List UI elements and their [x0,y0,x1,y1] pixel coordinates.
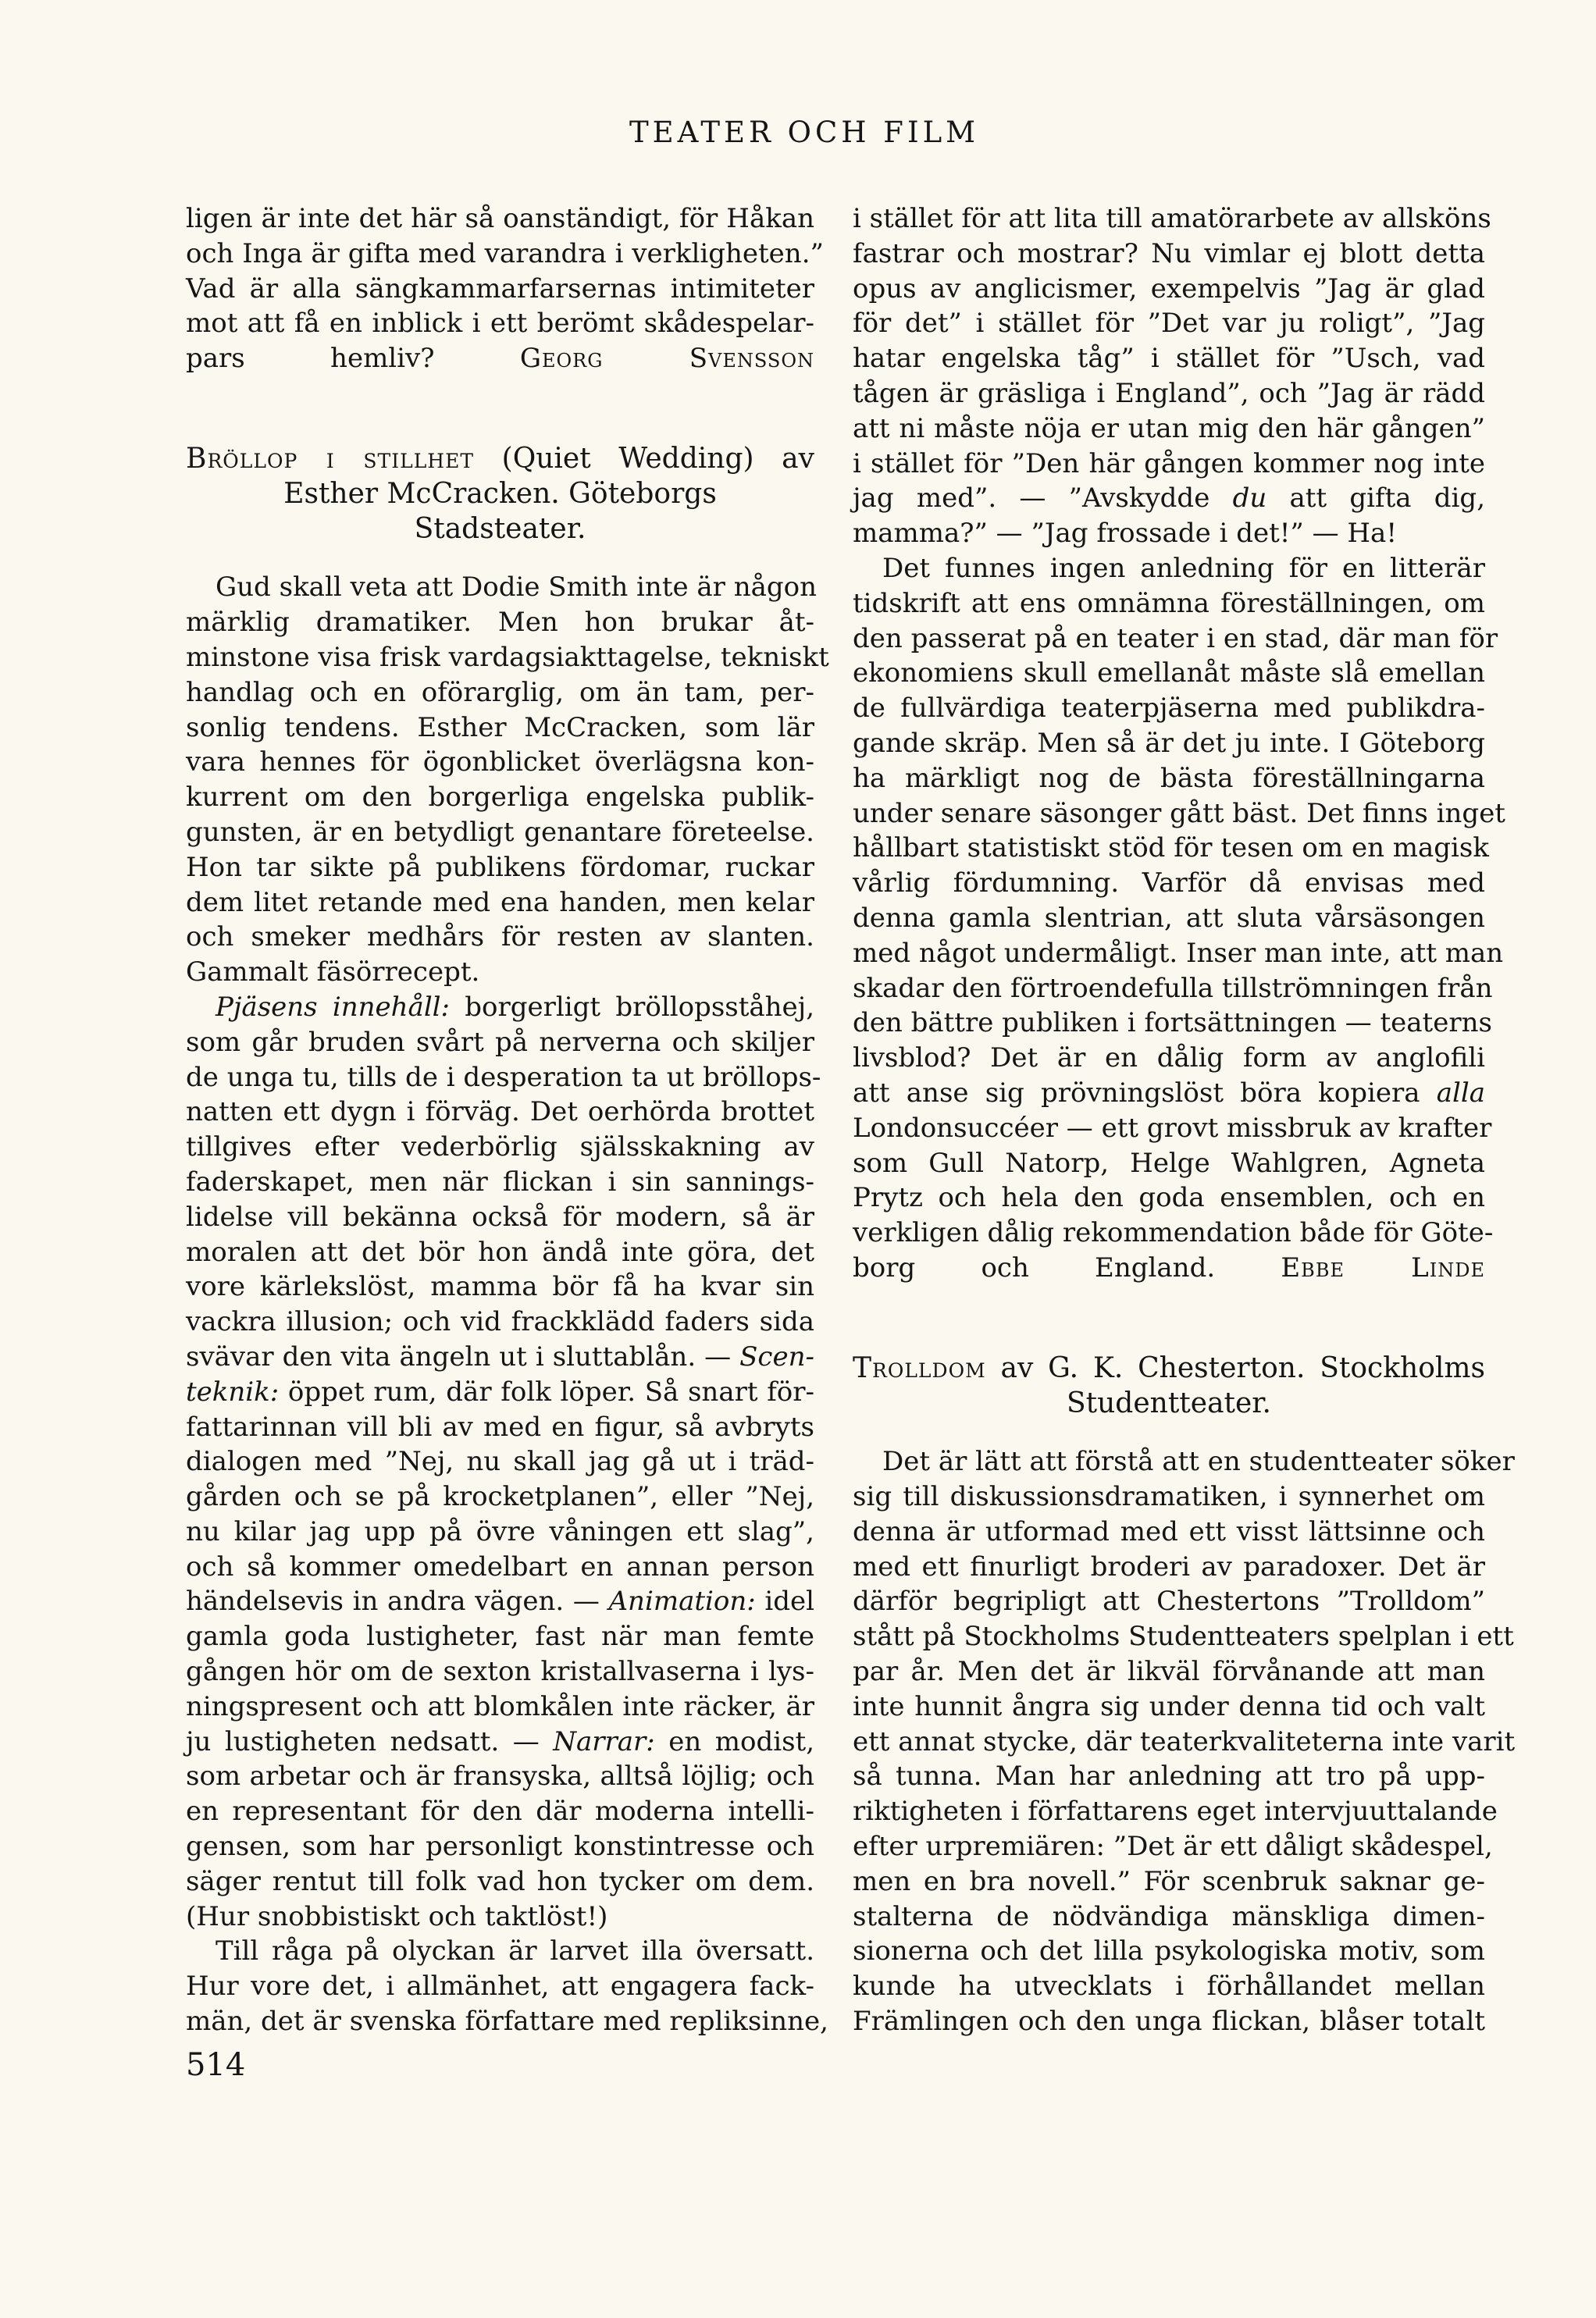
paragraph [853,1111,1494,1251]
signature-line [186,341,814,376]
text-line: moralen att det bör hon ändå inte göra, det [186,1236,814,1268]
play-title: Trolldom [853,1351,986,1384]
review-georg-svensson-tail [186,201,824,341]
text-line: stalterna de nödvändiga mänskliga dimen- [853,1900,1485,1932]
text-line: ningspresent och att blomkålen inte räcker, är [186,1690,814,1722]
text-line: verkligen dålig rekommendation både för Göte- [853,1217,1494,1249]
text-line: tillgives efter vederbörlig själsskakning av [186,1131,814,1163]
text-line: denna gamla slentrian, att sluta vårsäsongen [853,902,1485,934]
text-line: att gifta dig, [1289,482,1485,515]
text-line: denna är utformad med ett visst lättsinne och [853,1515,1485,1547]
text-line: under senare säsonger gått bäst. Det finns inget [853,797,1505,829]
paragraph-end-line: mamma?” — ”Jag frossade i det!” — Ha! [853,518,1397,550]
author-signature: Ebbe Linde [1281,1252,1485,1284]
text-line: Londonsuccéer — ett grovt missbruk av krafter [853,1112,1492,1144]
text-line: minstone visa frisk vardagsiakttagelse, tekniskt [186,641,829,673]
text-line: med något undermåligt. Inser man inte, att man [853,937,1504,969]
text-line: med ett finurligt broderi av paradoxer. Det är [853,1551,1485,1583]
text-line: fastrar och mostrar? Nu vimlar ej blott detta [853,237,1485,269]
text-line: för det” i stället för ”Det var ju roligt”, ”Jag [853,308,1485,340]
text-line: vara hennes för ögonblicket överlägsna kon- [186,746,814,778]
text-line: vårlig fördumning. Varför då envisas med [853,867,1485,899]
text-line: jag med”. — ”Avskydde [853,482,1210,515]
text-line: Hur vore det, i allmänhet, att engagera fack- [186,1971,814,2003]
text-line: efter urpremiären: ”Det är ett dåligt skådespel, [853,1831,1493,1863]
text-line: nu kilar jag upp på övre våningen ett slag”, [186,1515,814,1547]
text-line: att ni måste nöja er utan mig den här gången” [853,412,1485,444]
text-line: svävar den vita ängeln ut i sluttablån. — [186,1341,732,1373]
left-column [186,201,829,2039]
text-line: och smeker medhårs för resten av slanten. [186,921,814,953]
text-line: att anse sig prövningslöst böra kopiera [853,1077,1420,1109]
review-heading [186,442,814,477]
text-line: Det är lätt att förstå att en studentteater söker [882,1446,1515,1478]
heading-line: Studentteater. [1066,1387,1272,1419]
review-heading [853,1351,1485,1387]
right-column [853,201,1516,2039]
text-line: pars hemliv? [186,343,435,375]
text-line: och så kommer omedelbart en annan person [186,1551,814,1583]
text-line: Gud skall veta att Dodie Smith inte är någon [216,571,818,604]
text-line: därför begripligt att Chestertons ”Trolldom” [853,1586,1485,1618]
text-line: Hon tar sikte på publikens fördomar, ruckar [186,851,814,883]
paragraph-end-line: (Hur snobbistiskt och taktlöst!) [186,1900,608,1932]
text-line: hållbart statistiskt stöd för tesen om en magisk [853,832,1489,864]
heading-line: Stadsteater. [414,512,586,545]
text-line: gamla goda lustigheter, fast när man femte [186,1621,814,1653]
author-signature: Georg Svensson [519,343,814,375]
text-line [186,1584,814,1619]
text-line: riktigheten i författarens eget intervjuuttalande [853,1796,1498,1828]
text-line: som arbetar och är fransyska, alltså löjlig; och [186,1761,814,1793]
text-line: tidskrift att ens omnämna föreställningen, om [853,587,1485,619]
text-line: dialogen med ”Nej, nu skall jag gå ut i träd- [186,1446,814,1478]
text-line: sionerna och det lilla psykologiska motiv, som [853,1935,1485,1967]
italic-word: du [1232,482,1267,515]
text-line: Det funnes ingen anledning för en litterär [882,552,1485,584]
text-line [186,1340,814,1375]
text-line: i stället för ”Den här gången kommer nog inte [853,447,1485,479]
text-line: som går bruden svårt på nerverna och skiljer [186,1026,814,1058]
text-line: sonlig tendens. Esther McCracken, som lär [186,711,814,743]
italic-label: teknik: [186,1376,280,1408]
text-line: den passerat på en teater i en stad, där man för [853,622,1498,654]
text-line: gunsten, är en betydligt genantare företeelse. [186,816,814,848]
text-line: handlag och en oförarglig, om än tam, per- [186,676,814,708]
paragraph [186,1934,828,2038]
text-line: ligen är inte det här så oanständigt, för Håkan [186,203,814,234]
text-line [853,481,1485,516]
text-line: säger rentut till folk vad hon tycker om dem. [186,1865,814,1897]
text-line: gande skräp. Men så är det ju inte. I Göteborg [853,727,1485,759]
text-line: stått på Stockholms Studentteaters spelplan i ett [853,1621,1514,1653]
text-line: hatar engelska tåg” i stället för ”Usch, vad [853,343,1485,375]
text-line: Till råga på olyckan är larvet illa översatt. [216,1935,814,1967]
text-line: gården och se på krocketplanen”, eller ”Nej, [186,1481,814,1513]
text-line: en representant för den där moderna intelli- [186,1796,814,1828]
text-line: vore kärlekslöst, mamma bör få ha kvar sin [186,1271,814,1303]
text-line [186,1725,814,1760]
signature-line [853,1251,1485,1286]
text-line: tågen är gräsliga i England”, och ”Jag är rädd [853,377,1485,409]
text-line: men en bra novell.” För scenbruk saknar ge- [853,1865,1485,1897]
text-line: ju lustigheten nedsatt. — [186,1725,540,1757]
text-line: den bättre publiken i fortsättningen — teaterns [853,1007,1492,1039]
text-line: män, det är svenska författare med repliksinne, [186,2006,828,2038]
text-line: ett annat stycke, där teaterkvaliteterna inte varit [853,1725,1516,1757]
text-line: idel [764,1586,814,1618]
text-line: en modist, [668,1725,814,1757]
text-line: ha märkligt nog de bästa föreställningarna [853,762,1485,794]
paragraph [853,1444,1516,2039]
text-line: lidelse vill bekänna också för modern, så är [186,1201,814,1233]
heading-text: av G. K. Chesterton. Stockholms [1000,1351,1485,1384]
paragraph [186,570,829,955]
page-number: 514 [186,2047,246,2083]
paragraph-end-line: Gammalt fäsörrecept. [186,956,480,988]
text-line [186,990,814,1025]
text-line: kunde ha utvecklats i förhållandet mellan [853,1971,1485,2003]
text-line: opus av anglicismer, exempelvis ”Jag är glad [853,272,1485,304]
text-line: Främlingen och den unga flickan, blåser totalt [853,2006,1485,2038]
text-line: märklig dramatiker. Men hon brukar åt- [186,607,814,639]
text-line [186,1375,814,1410]
text-line: dem litet retande med ena handen, men kelar [186,886,814,918]
heading-line: Esther McCracken. Göteborgs [283,477,717,510]
text-line: Vad är alla sängkammarfarsernas intimiteter [186,272,814,304]
text-line: skadar den förtroendefulla tillströmningen från [853,972,1493,1004]
paragraph [186,1619,814,1724]
text-line: Prytz och hela den goda ensemblen, och en [853,1182,1485,1214]
text-line: händelsevis in andra vägen. — [186,1586,600,1618]
text-line: de fullvärdiga teaterpjäserna med publikdra- [853,693,1485,725]
text-line: de unga tu, tills de i desperation ta ut bröllops- [186,1061,821,1093]
paragraph [186,1759,814,1899]
text-line: i stället för att lita till amatörarbete av allsköns [853,203,1491,234]
text-line: natten ett dygn i förväg. Det oerhörda brottet [186,1096,814,1128]
text-line: gensen, som har personligt konstintresse och [186,1831,814,1863]
text-line: borgerligt bröllopsståhej, [465,991,815,1023]
running-head: TEATER OCH FILM [629,116,980,149]
paragraph [186,1410,814,1585]
text-line: mot att få en inblick i ett berömt skådespelar- [186,308,814,340]
text-line: gången hör om de sexton kristallvaserna i lys- [186,1656,814,1688]
text-line: sig till diskussionsdramatiken, i synnerhet om [853,1481,1485,1513]
text-line: vackra illusion; och vid frackklädd faders sida [186,1306,814,1338]
italic-label: Pjäsens innehåll: [216,991,451,1023]
heading-text: (Quiet Wedding) av [501,442,814,475]
italic-label: Animation: [608,1586,756,1618]
text-line: som Gull Natorp, Helge Wahlgren, Agneta [853,1147,1485,1179]
italic-word: alla [1436,1077,1486,1109]
play-title: Bröllop i stillhet [186,442,475,475]
paragraph [186,1025,821,1340]
text-line: fattarinnan vill bli av med en figur, så avbryts [186,1411,814,1443]
text-line: kurrent om den borgerliga engelska publik- [186,782,814,814]
text-line [853,1076,1485,1111]
text-line: öppet rum, där folk löper. Så snart för- [287,1376,814,1408]
paragraph [853,551,1505,1076]
text-line: faderskapet, men när flickan i sin sannings- [186,1166,814,1198]
text-line: och Inga är gifta med varandra i verkligheten.” [186,237,824,269]
paragraph [853,201,1491,481]
text-line: par år. Men det är likväl förvånande att man [853,1656,1485,1688]
text-line: ekonomiens skull emellanåt måste slå emellan [853,657,1485,689]
text-line: så tunna. Man har anledning att tro på upp- [853,1761,1485,1793]
text-line: livsblod? Det är en dålig form av anglofili [853,1042,1485,1074]
text-line: borg och England. [853,1252,1216,1284]
italic-label: Narrar: [553,1725,655,1757]
text-line: inte hunnit ångra sig under denna tid och valt [853,1690,1485,1722]
italic-label: Scen- [739,1341,814,1373]
